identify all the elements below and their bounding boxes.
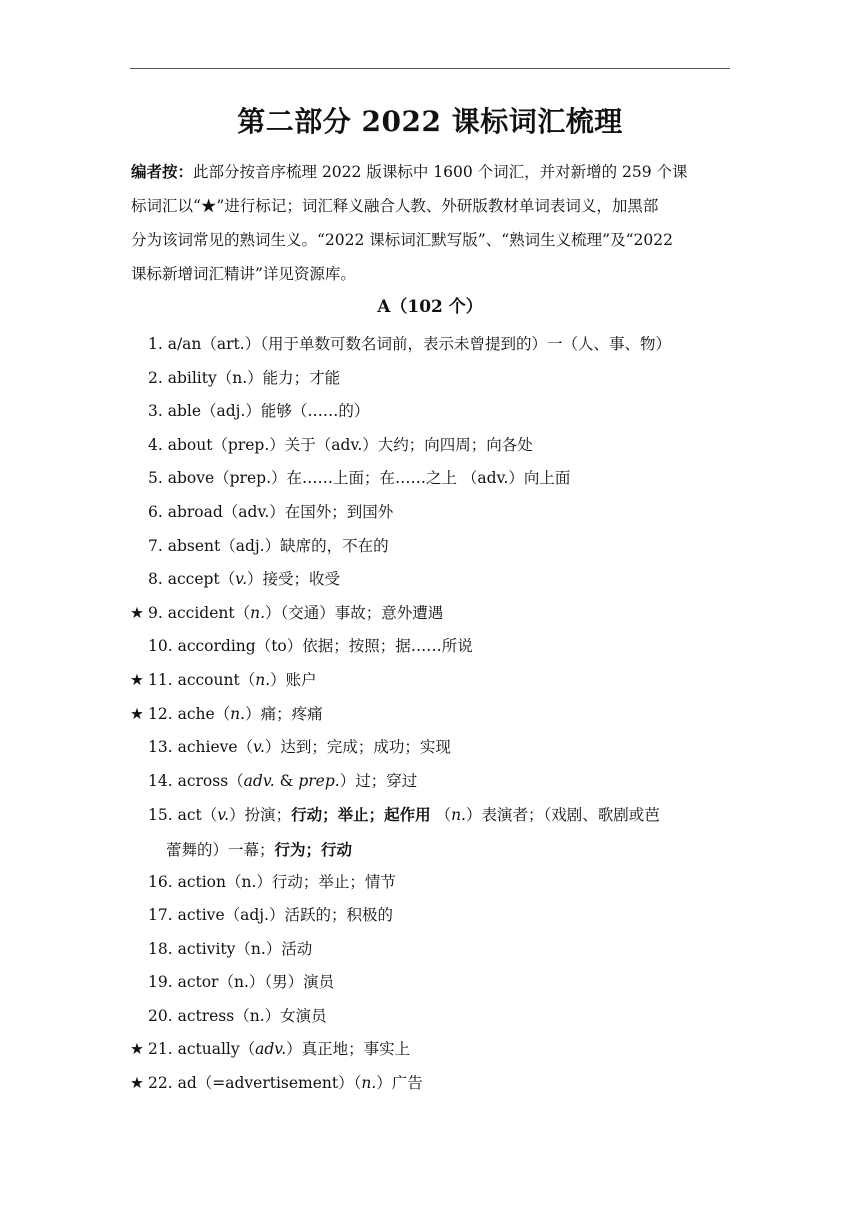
vocab-entry-new xyxy=(0,597,860,631)
editor-note-line: 分为该词常见的熟词生义。“2022 课标词汇默写版”、“熟词生义梳理”及“2022 xyxy=(131,231,673,249)
vocab-entry-text: 6. abroad（adv.）在国外；到国外 xyxy=(148,502,394,521)
vocab-entry-text: 13. achieve（v.）达到；完成；成功；实现 xyxy=(148,738,451,757)
vocab-entry-text: 12. ache（n.）痛；疼痛 xyxy=(148,704,323,723)
vocab-entry-text: 22. ad（=advertisement）（n.）广告 xyxy=(148,1074,423,1093)
vocab-entry-new xyxy=(0,1067,860,1101)
editor-note-label: 编者按： xyxy=(131,162,194,181)
section-heading-a: A（102 个） xyxy=(377,297,483,317)
vocab-entry xyxy=(0,395,860,429)
vocab-entry-text: 3. able（adj.）能够（……的） xyxy=(148,402,370,421)
vocab-entry-new xyxy=(0,664,860,698)
vocab-entry xyxy=(0,933,860,967)
new-word-star-icon: ★ xyxy=(130,704,144,723)
vocab-entry xyxy=(0,765,860,799)
new-word-star-icon: ★ xyxy=(130,670,144,689)
vocab-entry xyxy=(0,496,860,530)
new-word-star-icon: ★ xyxy=(130,1074,144,1093)
vocab-entry-new xyxy=(0,1033,860,1067)
new-word-star-icon: ★ xyxy=(130,603,144,622)
vocab-entry xyxy=(0,630,860,664)
vocab-entry xyxy=(0,731,860,765)
vocab-entry-text: 16. action（n.）行动；举止；情节 xyxy=(148,872,396,891)
vocab-entry xyxy=(0,429,860,463)
vocab-entry xyxy=(0,866,860,900)
page-title: 第二部分 2022 课标词汇梳理 xyxy=(237,105,623,138)
editor-note-line: 标词汇以“★”进行标记；词汇释义融合人教、外研版教材单词表词义，加黑部 xyxy=(131,197,659,215)
vocab-entry xyxy=(0,328,860,362)
vocab-entry-text: 11. account（n.）账户 xyxy=(148,670,317,689)
vocab-entry xyxy=(0,798,860,865)
vocab-entry xyxy=(0,966,860,1000)
vocab-entry-text: 19. actor（n.）（男）演员 xyxy=(148,973,335,992)
vocab-entry-text: 15. act（v.）扮演；行动；举止；起作用 （n.）表演者；（戏剧、歌剧或芭 蕾舞的）一幕；行为；行动 xyxy=(148,805,660,859)
vocabulary-list xyxy=(0,328,860,1101)
vocab-entry-text: 14. across（adv. & prep.）过；穿过 xyxy=(148,771,418,790)
vocab-entry xyxy=(0,899,860,933)
vocab-entry-text: 21. actually（adv.）真正地；事实上 xyxy=(148,1040,411,1059)
vocab-entry-text: 10. according（to）依据；按照；据……所说 xyxy=(148,637,473,656)
new-word-star-icon: ★ xyxy=(130,1040,144,1059)
vocab-entry xyxy=(0,563,860,597)
vocab-entry xyxy=(0,362,860,396)
vocab-entry-new xyxy=(0,698,860,732)
vocab-entry-text: 7. absent（adj.）缺席的，不在的 xyxy=(148,536,389,555)
editor-note-line: 课标新增词汇精讲”详见资源库。 xyxy=(131,265,356,283)
vocab-entry xyxy=(0,530,860,564)
top-rule xyxy=(130,68,730,69)
vocab-entry-text: 2. ability（n.）能力；才能 xyxy=(148,368,341,387)
vocab-entry xyxy=(0,462,860,496)
editor-note xyxy=(131,155,731,291)
vocab-entry-text: 18. activity（n.）活动 xyxy=(148,939,313,958)
vocab-entry-text: 8. accept（v.）接受；收受 xyxy=(148,570,341,589)
vocab-entry-text: 5. above（prep.）在……上面；在……之上 （adv.）向上面 xyxy=(148,469,571,488)
editor-note-line: 此部分按音序梳理 2022 版课标中 1600 个词汇，并对新增的 259 个课 xyxy=(193,163,688,181)
vocab-entry-text: 9. accident（n.）（交通）事故；意外遭遇 xyxy=(148,603,444,622)
vocab-entry-text: 1. a/an（art.）（用于单数可数名词前，表示未曾提到的）一（人、事、物） xyxy=(148,335,671,353)
vocab-entry-text: 4. about（prep.）关于（adv.）大约；向四周；向各处 xyxy=(148,435,533,454)
vocab-entry-text: 20. actress（n.）女演员 xyxy=(148,1006,327,1025)
vocab-entry-text: 17. active（adj.）活跃的；积极的 xyxy=(148,906,394,925)
vocab-entry xyxy=(0,1000,860,1034)
